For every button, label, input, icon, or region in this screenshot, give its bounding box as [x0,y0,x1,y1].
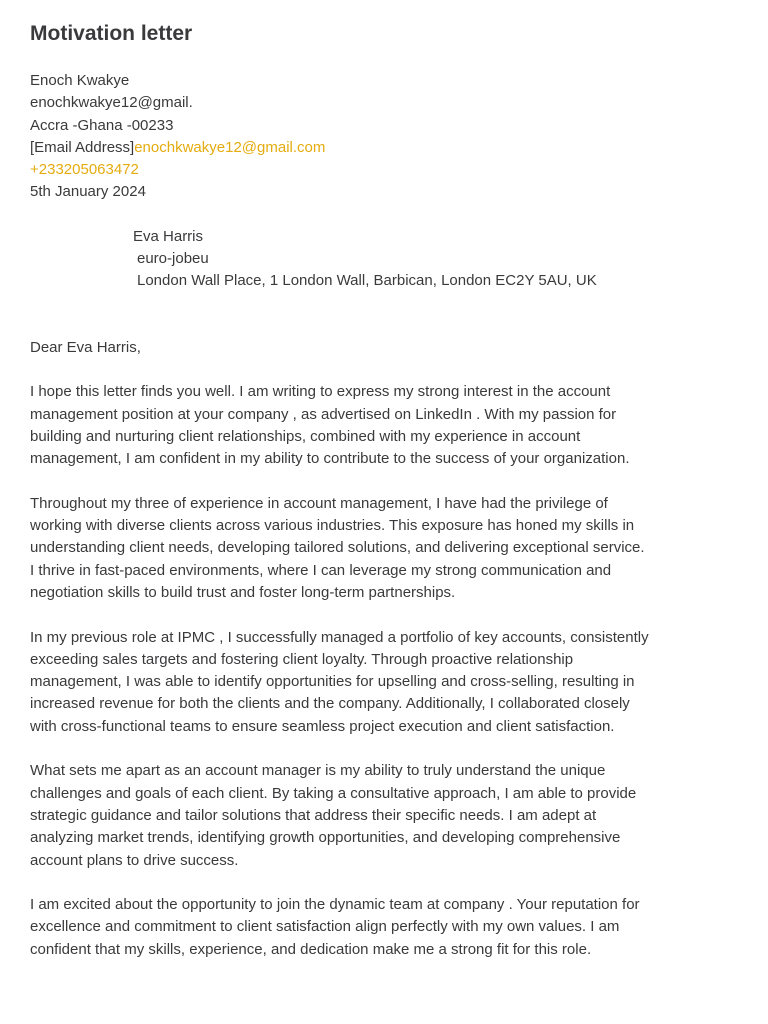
body-paragraph [30,627,738,738]
letter-body [30,381,738,961]
paragraph-line: In my previous role at IPMC , I successfully managed a portfolio of key accounts, consistently [30,628,649,646]
email-link[interactable]: enochkwakye12@gmail.com [134,138,326,156]
paragraph-line: I am excited about the opportunity to join the dynamic team at company . Your reputation for [30,896,640,914]
email-label: [Email Address] [30,138,135,156]
paragraph-line: exceeding sales targets and fostering client loyalty. Through proactive relationship [30,650,574,668]
paragraph-line: I thrive in fast-paced environments, where I can leverage my strong communication and [30,561,612,579]
paragraph-line: confident that my skills, experience, and dedication make me a strong fit for this role. [30,940,592,958]
recipient-address: London Wall Place, 1 London Wall, Barbican, London EC2Y 5AU, UK [137,272,597,290]
sender-name: Enoch Kwakye [30,72,130,89]
sender-email-line [30,137,738,159]
paragraph-line: understanding client needs, developing tailored solutions, and delivering exceptional service. [30,539,645,557]
salutation: Dear Eva Harris, [30,338,141,356]
paragraph-line: strategic guidance and tailor solutions that address their specific needs. I am adept at [30,806,597,824]
body-paragraph [30,894,738,961]
recipient-name: Eva Harris [133,227,204,245]
paragraph-line: management, I was able to identify opportunities for upselling and cross-selling, resulting in [30,673,635,691]
document-title: Motivation letter [30,22,193,45]
sender-block [30,70,738,204]
paragraph-line: management position at your company , as advertised on LinkedIn . With my passion for [30,405,617,423]
paragraph-line: with cross-functional teams to ensure seamless project execution and client satisfaction. [30,717,615,735]
paragraph-line: Throughout my three of experience in account management, I have had the privilege of [30,494,608,512]
paragraph-line: working with diverse clients across various industries. This exposure has honed my skills in [30,517,635,535]
paragraph-line: What sets me apart as an account manager is my ability to truly understand the unique [30,762,606,780]
paragraph-line: building and nurturing client relationships, combined with my experience in account [30,427,581,445]
paragraph-line: management, I am confident in my ability to contribute to the success of your organization. [30,450,630,468]
letter-date: 5th January 2024 [30,183,146,201]
body-paragraph [30,381,738,470]
sender-location: Accra -Ghana -00233 [30,116,174,134]
body-paragraph [30,493,738,604]
recipient-company: euro-jobeu [137,250,209,268]
paragraph-line: analyzing market trends, identifying growth opportunities, and developing comprehensive [30,829,621,847]
phone-link[interactable]: +233205063472 [30,161,139,179]
recipient-block [30,226,738,293]
paragraph-line: account plans to drive success. [30,851,239,869]
paragraph-line: I hope this letter finds you well. I am writing to express my strong interest in the account [30,383,611,401]
sender-email: enochkwakye12@gmail. [30,94,193,112]
body-paragraph [30,760,738,871]
paragraph-line: negotiation skills to build trust and foster long-term partnerships. [30,583,456,601]
paragraph-line: excellence and commitment to client satisfaction align perfectly with my own values. I am [30,918,620,936]
paragraph-line: increased revenue for both the clients and the company. Additionally, I collaborated closely [30,695,630,713]
paragraph-line: challenges and goals of each client. By taking a consultative approach, I am able to provide [30,784,637,802]
